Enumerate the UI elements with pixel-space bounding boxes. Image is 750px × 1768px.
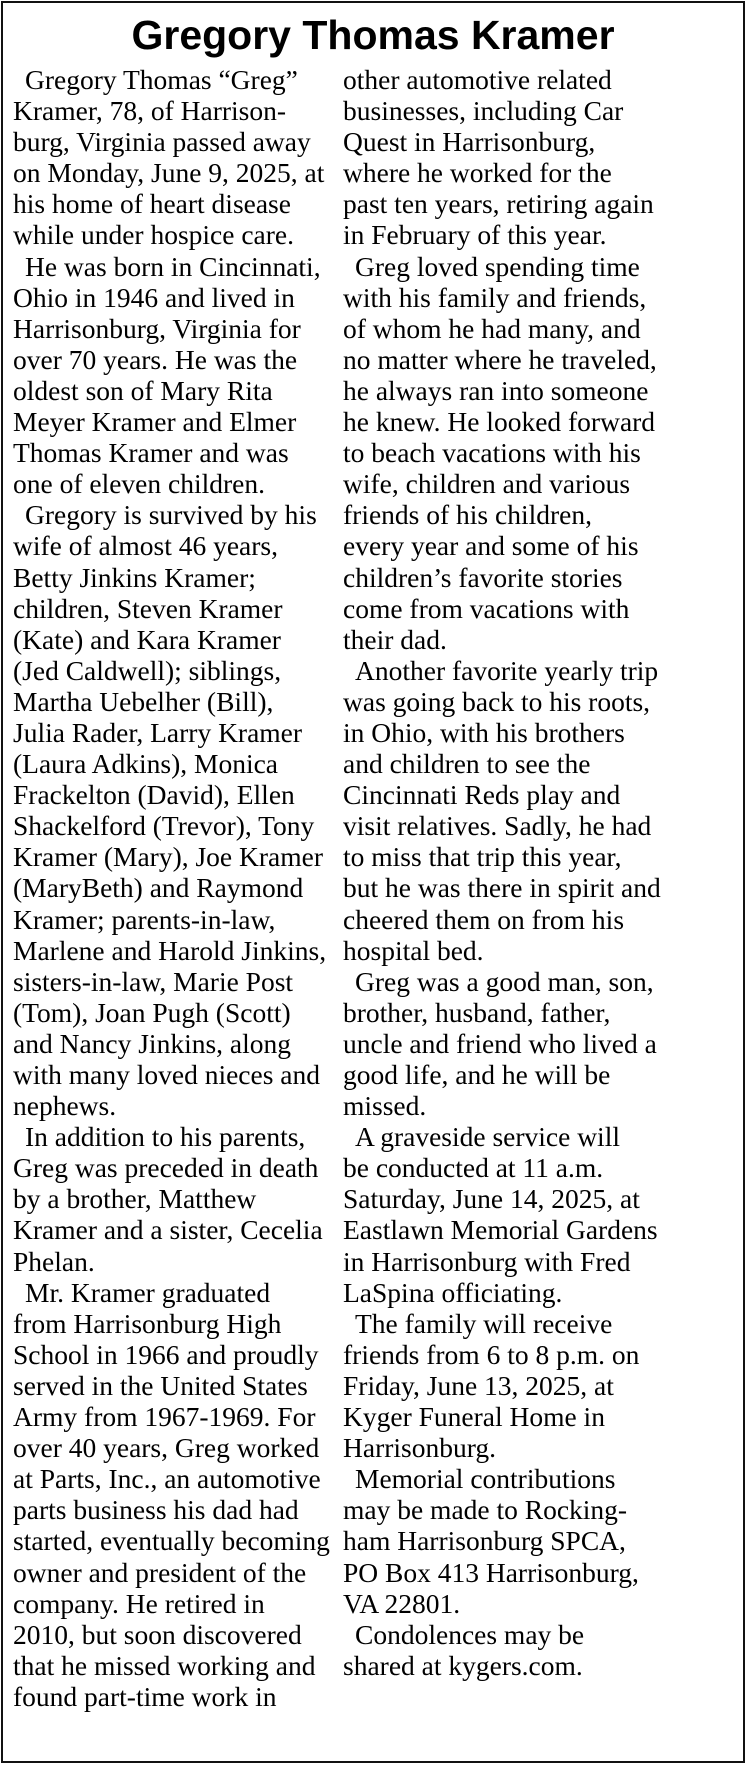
text-line: A graveside service will (355, 1121, 620, 1153)
text-line: cheered them on from his (343, 903, 625, 935)
paragraph (343, 966, 738, 1121)
paragraph (343, 655, 738, 966)
text-line: with his family and friends, (343, 281, 647, 313)
text-line: shared at kygers.com. (343, 1649, 583, 1681)
text-line: Kramer; parents-in-law, (13, 903, 276, 935)
text-line: sisters-in-law, Marie Post (13, 965, 294, 997)
paragraph (343, 1619, 738, 1681)
text-line: while under hospice care. (13, 219, 294, 251)
text-line: in February of this year. (343, 219, 607, 251)
text-line: Kramer (Mary), Joe Kramer (13, 841, 323, 873)
text-line: good life, and he will be (343, 1059, 611, 1090)
text-line: and children to see the (343, 748, 591, 780)
text-line: Eastlawn Memorial Gardens (343, 1214, 658, 1246)
paragraph (343, 1463, 738, 1618)
left-column (13, 64, 333, 1712)
text-line: Ohio in 1946 and lived in (13, 281, 295, 313)
obituary-title: Gregory Thomas Kramer (131, 12, 615, 58)
text-line: Martha Uebelher (Bill), (13, 685, 274, 717)
text-line: Frackelton (David), Ellen (13, 779, 295, 811)
text-line: Another favorite yearly trip (355, 654, 659, 686)
text-line: was going back to his roots, (343, 685, 651, 717)
text-line: of whom he had many, and (343, 312, 641, 344)
text-line: burg, Virginia passed away (13, 126, 311, 158)
text-line: Betty Jinkins Kramer; (13, 561, 256, 593)
text-line: Thomas Kramer and was (13, 437, 289, 469)
text-line: Greg was preceded in death (13, 1152, 319, 1184)
text-line: parts business his dad had (13, 1494, 299, 1526)
right-column (343, 64, 738, 1681)
text-line: where he worked for the (343, 157, 612, 189)
text-line: over 70 years. He was the (13, 343, 298, 375)
text-line: (Jed Caldwell); siblings, (13, 654, 282, 686)
text-line: Army from 1967-1969. For (13, 1401, 316, 1433)
paragraph (13, 1121, 333, 1276)
paragraph (343, 64, 738, 251)
text-line: from Harrisonburg High (13, 1307, 282, 1339)
text-line: and Nancy Jinkins, along (13, 1027, 292, 1059)
text-line: Julia Rader, Larry Kramer (13, 716, 303, 748)
text-line: be conducted at 11 a.m. (343, 1152, 604, 1184)
text-line: brother, husband, father, (343, 996, 611, 1028)
text-line: he always ran into someone (343, 374, 649, 406)
text-line: Saturday, June 14, 2025, at (343, 1183, 640, 1215)
text-line: PO Box 413 Harrisonburg, (343, 1556, 639, 1588)
text-line: (Tom), Joan Pugh (Scott) (13, 996, 291, 1028)
text-line: that he missed working and (13, 1649, 316, 1681)
text-line: children, Steven Kramer (13, 592, 283, 624)
text-line: Greg was a good man, son, (355, 965, 654, 997)
paragraph (343, 1308, 738, 1463)
text-line: to miss that trip this year, (343, 841, 622, 873)
text-line: Greg loved spending time (355, 250, 640, 282)
text-line: at Parts, Inc., an automotive (13, 1463, 321, 1495)
paragraph (13, 499, 333, 1121)
text-line: LaSpina officiating. (343, 1276, 563, 1308)
paragraph (13, 251, 333, 500)
text-line: Mr. Kramer graduated (25, 1276, 271, 1308)
text-line: VA 22801. (343, 1587, 461, 1619)
text-line: by a brother, Matthew (13, 1183, 257, 1215)
text-line: oldest son of Mary Rita (13, 374, 273, 406)
text-line: Shackelford (Trevor), Tony (13, 810, 315, 842)
paragraph (343, 251, 738, 655)
text-line: Gregory Thomas “Greg” (25, 64, 298, 95)
paragraph (343, 1121, 738, 1308)
text-line: (MaryBeth) and Raymond (13, 872, 304, 904)
text-line: wife, children and various (343, 468, 631, 500)
text-line: nephews. (13, 1090, 117, 1122)
text-line: served in the United States (13, 1369, 308, 1401)
paragraph (13, 1277, 333, 1712)
text-line: past ten years, retiring again (343, 188, 654, 220)
text-line: visit relatives. Sadly, he had (343, 810, 652, 842)
text-line: found part-time work in (13, 1680, 277, 1712)
text-line: businesses, including Car (343, 95, 624, 127)
text-line: Phelan. (13, 1245, 95, 1277)
text-line: may be made to Rocking- (343, 1494, 628, 1526)
text-line: friends of his children, (343, 499, 592, 531)
text-line: in Harrisonburg with Fred (343, 1245, 631, 1277)
text-line: children’s favorite stories (343, 561, 623, 593)
text-line: no matter where he traveled, (343, 343, 657, 375)
text-line: Memorial contributions (355, 1463, 616, 1495)
text-line: School in 1966 and proudly (13, 1338, 319, 1370)
text-line: Friday, June 13, 2025, at (343, 1369, 614, 1401)
text-line: Condolences may be (355, 1618, 585, 1650)
text-line: Marlene and Harold Jinkins, (13, 934, 327, 966)
text-line: on Monday, June 9, 2025, at (13, 157, 325, 189)
text-line: ham Harrisonburg SPCA, (343, 1525, 626, 1557)
text-line: Kyger Funeral Home in (343, 1401, 605, 1433)
text-line: owner and president of the (13, 1556, 307, 1588)
text-line: one of eleven children. (13, 468, 265, 500)
text-line: company. He retired in (13, 1587, 265, 1619)
text-line: (Laura Adkins), Monica (13, 748, 278, 780)
text-line: started, eventually becoming (13, 1525, 330, 1557)
text-line: come from vacations with (343, 592, 630, 624)
text-line: hospital bed. (343, 934, 484, 966)
text-line: with many loved nieces and (13, 1059, 320, 1090)
text-line: In addition to his parents, (25, 1121, 306, 1153)
text-line: Kramer, 78, of Harrison- (13, 95, 287, 127)
text-line: to beach vacations with his (343, 437, 641, 469)
text-line: Kramer and a sister, Cecelia (13, 1214, 323, 1246)
text-line: Harrisonburg. (343, 1432, 497, 1464)
text-line: wife of almost 46 years, (13, 530, 278, 562)
text-line: their dad. (343, 623, 447, 655)
text-line: in Ohio, with his brothers (343, 716, 625, 748)
text-line: Quest in Harrisonburg, (343, 126, 596, 158)
text-line: over 40 years, Greg worked (13, 1432, 320, 1464)
text-line: friends from 6 to 8 p.m. on (343, 1338, 640, 1370)
text-line: Cincinnati Reds play and (343, 779, 621, 811)
text-line: The family will receive (355, 1307, 613, 1339)
text-line: other automotive related (343, 64, 612, 95)
text-line: (Kate) and Kara Kramer (13, 623, 281, 655)
text-line: his home of heart disease (13, 188, 291, 220)
text-line: uncle and friend who lived a (343, 1027, 657, 1059)
text-line: Meyer Kramer and Elmer (13, 406, 297, 438)
text-line: He was born in Cincinnati, (25, 250, 321, 282)
text-line: but he was there in spirit and (343, 872, 661, 904)
text-line: Harrisonburg, Virginia for (13, 312, 301, 344)
paragraph (13, 64, 333, 251)
text-line: 2010, but soon discovered (13, 1618, 302, 1650)
text-line: he knew. He looked forward (343, 406, 656, 438)
text-line: Gregory is survived by his (25, 499, 317, 531)
text-line: missed. (343, 1090, 427, 1122)
text-line: every year and some of his (343, 530, 639, 562)
